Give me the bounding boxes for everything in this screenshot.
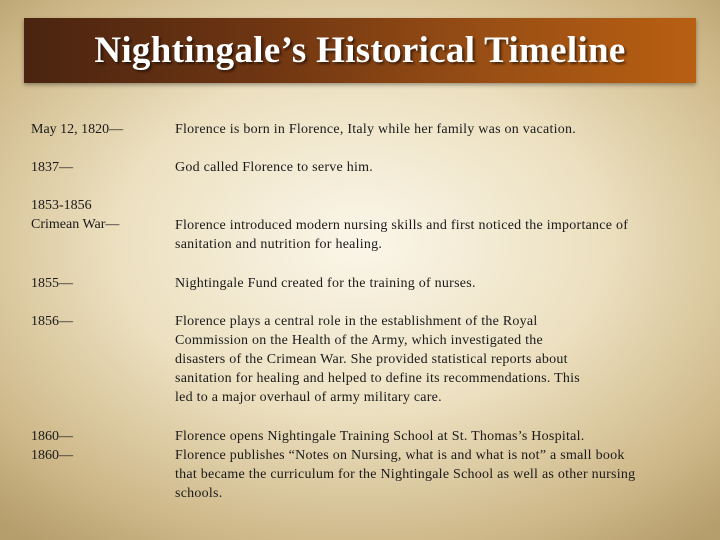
description-line: that became the curriculum for the Nightingale School as well as other nursing — [175, 467, 636, 482]
entry-date — [31, 120, 171, 139]
description-line: God called Florence to serve him. — [175, 160, 373, 175]
date-line: 1837— — [31, 160, 73, 175]
entry-date — [31, 196, 171, 234]
description-line: led to a major overhaul of army military care. — [175, 390, 442, 405]
date-line: 1860— — [31, 448, 73, 463]
entry-date — [31, 158, 171, 177]
entry-description — [175, 158, 690, 177]
date-line: 1855— — [31, 276, 73, 291]
title-banner — [24, 18, 696, 83]
description-line: sanitation and nutrition for healing. — [175, 237, 383, 252]
entry-date — [31, 427, 171, 465]
description-line: disasters of the Crimean War. She provided statistical reports about — [175, 352, 568, 367]
date-line: 1860— — [31, 429, 73, 444]
entry-date — [31, 274, 171, 293]
date-line: 1853-1856 — [31, 198, 92, 213]
entry-date — [31, 312, 171, 331]
description-line: Florence publishes “Notes on Nursing, what is and what is not” a small book — [175, 448, 625, 463]
page-title: Nightingale’s Historical Timeline — [94, 30, 626, 71]
entry-description — [175, 427, 690, 503]
entry-description — [175, 312, 690, 407]
description-line: Florence plays a central role in the establishment of the Royal — [175, 314, 538, 329]
description-line: sanitation for healing and helped to define its recommendations. This — [175, 371, 581, 386]
description-line: Nightingale Fund created for the training of nurses. — [175, 276, 476, 291]
entry-description — [175, 216, 690, 254]
date-line: 1856— — [31, 314, 73, 329]
date-line: Crimean War— — [31, 217, 120, 232]
description-line: schools. — [175, 486, 223, 501]
entry-description — [175, 274, 690, 293]
description-line: Florence is born in Florence, Italy while her family was on vacation. — [175, 122, 576, 137]
description-line: Florence introduced modern nursing skills and first noticed the importance of — [175, 218, 629, 233]
description-line: Florence opens Nightingale Training School at St. Thomas’s Hospital. — [175, 429, 585, 444]
description-line: Commission on the Health of the Army, which investigated the — [175, 333, 543, 348]
entry-description — [175, 120, 690, 139]
date-line: May 12, 1820— — [31, 122, 124, 137]
